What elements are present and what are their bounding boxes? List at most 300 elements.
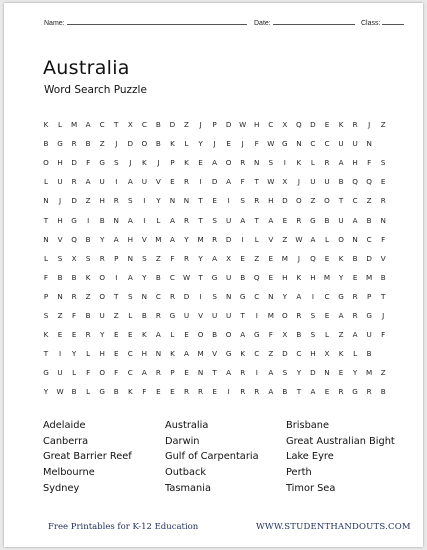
grid-letter[interactable]: S — [113, 158, 119, 168]
grid-letter[interactable]: D — [366, 253, 372, 263]
grid-letter[interactable]: J — [129, 158, 132, 168]
grid-letter[interactable]: R — [254, 196, 260, 206]
grid-letter[interactable]: S — [268, 158, 274, 168]
grid-letter[interactable]: U — [338, 215, 344, 225]
grid-letter[interactable]: X — [282, 330, 288, 340]
grid-letter[interactable]: F — [43, 272, 49, 282]
grid-letter[interactable]: A — [268, 215, 274, 225]
grid-letter[interactable]: S — [212, 215, 217, 225]
grid-letter[interactable]: I — [199, 291, 202, 301]
grid-letter[interactable]: F — [240, 177, 245, 187]
grid-letter[interactable]: G — [71, 215, 77, 225]
grid-letter[interactable]: M — [323, 272, 331, 282]
grid-letter[interactable]: R — [240, 368, 246, 378]
grid-letter[interactable]: U — [338, 139, 344, 149]
grid-letter[interactable]: A — [226, 177, 232, 187]
grid-letter[interactable]: H — [57, 158, 63, 168]
grid-letter[interactable]: V — [141, 234, 147, 244]
name-field[interactable] — [44, 17, 247, 27]
grid-letter[interactable]: O — [141, 139, 148, 149]
grid-letter[interactable]: S — [380, 158, 386, 168]
grid-letter[interactable]: T — [338, 196, 344, 206]
grid-letter[interactable]: Y — [198, 253, 203, 263]
grid-letter[interactable]: K — [141, 330, 147, 340]
grid-letter[interactable]: K — [170, 139, 175, 149]
grid-letter[interactable]: X — [282, 177, 288, 187]
grid-letter[interactable]: T — [296, 387, 302, 397]
grid-letter[interactable]: K — [338, 120, 344, 129]
grid-letter[interactable]: O — [99, 291, 106, 301]
grid-letter[interactable]: A — [338, 311, 344, 320]
grid-letter[interactable]: I — [115, 272, 118, 282]
grid-letter[interactable]: O — [43, 158, 49, 168]
grid-letter[interactable]: G — [310, 215, 316, 225]
grid-letter[interactable]: O — [282, 311, 288, 320]
grid-letter[interactable]: D — [225, 120, 232, 129]
grid-letter[interactable]: B — [296, 330, 302, 340]
grid-letter[interactable]: H — [268, 196, 274, 206]
grid-letter[interactable]: M — [281, 253, 288, 263]
grid-letter[interactable]: T — [254, 215, 259, 225]
grid-letter[interactable]: Z — [57, 311, 63, 320]
grid-letter[interactable]: U — [352, 139, 358, 149]
grid-letter[interactable]: Z — [338, 330, 344, 340]
grid-letter[interactable]: E — [71, 330, 77, 340]
grid-letter[interactable]: F — [142, 387, 147, 397]
grid-letter[interactable]: Z — [85, 196, 91, 206]
grid-letter[interactable]: B — [113, 387, 119, 397]
grid-letter[interactable]: C — [127, 368, 133, 378]
grid-letter[interactable]: Q — [310, 253, 316, 263]
grid-letter[interactable]: D — [127, 139, 134, 149]
grid-letter[interactable]: V — [212, 349, 218, 359]
grid-letter[interactable]: N — [57, 291, 63, 301]
grid-letter[interactable]: B — [85, 311, 91, 320]
grid-letter[interactable]: B — [338, 177, 344, 187]
grid-letter[interactable]: B — [85, 139, 91, 149]
grid-letter[interactable]: E — [156, 387, 161, 397]
grid-letter[interactable]: T — [212, 368, 217, 378]
grid-letter[interactable]: Y — [43, 387, 49, 397]
grid-letter[interactable]: A — [141, 368, 147, 378]
grid-letter[interactable]: H — [310, 349, 316, 359]
grid-letter[interactable]: U — [366, 330, 372, 340]
grid-letter[interactable]: E — [268, 272, 274, 282]
grid-letter[interactable]: A — [268, 387, 274, 397]
grid-letter[interactable]: E — [380, 177, 386, 187]
grid-letter[interactable]: N — [183, 196, 190, 206]
grid-letter[interactable]: D — [71, 158, 77, 168]
grid-letter[interactable]: C — [310, 139, 316, 149]
grid-letter[interactable]: G — [43, 368, 49, 378]
grid-letter[interactable]: A — [268, 368, 274, 378]
grid-letter[interactable]: S — [142, 253, 147, 263]
grid-letter[interactable]: K — [43, 330, 49, 340]
grid-letter[interactable]: R — [71, 139, 77, 149]
grid-letter[interactable]: W — [295, 234, 303, 244]
grid-letter[interactable]: T — [114, 120, 119, 129]
grid-letter[interactable]: O — [225, 158, 232, 168]
grid-letter[interactable]: S — [282, 368, 288, 378]
grid-letter[interactable]: E — [338, 368, 344, 378]
grid-letter[interactable]: E — [170, 387, 175, 397]
grid-letter[interactable]: R — [212, 234, 218, 244]
grid-letter[interactable]: Y — [296, 368, 302, 378]
grid-letter[interactable]: Z — [184, 120, 189, 129]
grid-letter[interactable]: A — [212, 253, 218, 263]
grid-letter[interactable]: S — [212, 291, 217, 301]
grid-letter[interactable]: F — [381, 234, 386, 244]
grid-letter[interactable]: H — [57, 215, 63, 225]
grid-letter[interactable]: N — [366, 139, 372, 149]
grid-letter[interactable]: H — [282, 272, 288, 282]
grid-letter[interactable]: O — [296, 196, 302, 206]
grid-letter[interactable]: R — [352, 291, 358, 301]
grid-letter[interactable]: W — [182, 272, 191, 282]
grid-letter[interactable]: Z — [85, 291, 91, 301]
grid-letter[interactable]: U — [324, 177, 330, 187]
grid-letter[interactable]: F — [86, 158, 91, 168]
grid-letter[interactable]: F — [367, 158, 372, 168]
grid-letter[interactable]: G — [99, 387, 105, 397]
grid-letter[interactable]: C — [169, 272, 175, 282]
grid-letter[interactable]: D — [71, 196, 77, 206]
grid-letter[interactable]: G — [338, 291, 344, 301]
grid-letter[interactable]: D — [183, 291, 190, 301]
grid-letter[interactable]: H — [352, 158, 358, 168]
grid-letter[interactable]: C — [268, 120, 274, 129]
grid-letter[interactable]: M — [366, 272, 373, 282]
grid-letter[interactable]: U — [226, 272, 232, 282]
grid-letter[interactable]: W — [239, 120, 247, 129]
grid-letter[interactable]: G — [253, 330, 260, 340]
grid-letter[interactable]: A — [85, 177, 91, 187]
grid-letter[interactable]: R — [254, 387, 260, 397]
grid-letter[interactable]: J — [297, 177, 300, 187]
grid-letter[interactable]: R — [184, 253, 189, 263]
grid-letter[interactable]: H — [99, 196, 105, 206]
grid-letter[interactable]: I — [58, 349, 62, 359]
grid-letter[interactable]: I — [241, 234, 244, 244]
grid-letter[interactable]: A — [127, 272, 133, 282]
grid-letter[interactable]: Q — [366, 177, 372, 187]
grid-letter[interactable]: C — [254, 349, 260, 359]
grid-letter[interactable]: U — [141, 177, 147, 187]
grid-letter[interactable]: R — [240, 158, 246, 168]
grid-letter[interactable]: M — [197, 234, 204, 244]
grid-letter[interactable]: K — [296, 158, 302, 168]
grid-letter[interactable]: N — [43, 196, 49, 206]
grid-letter[interactable]: J — [213, 139, 216, 149]
grid-letter[interactable]: R — [338, 387, 344, 397]
grid-letter[interactable]: L — [324, 330, 329, 340]
grid-letter[interactable]: W — [267, 177, 275, 187]
grid-letter[interactable]: A — [226, 368, 232, 378]
grid-letter[interactable]: A — [240, 215, 246, 225]
grid-letter[interactable]: L — [254, 234, 259, 244]
grid-letter[interactable]: I — [227, 196, 230, 206]
grid-letter[interactable]: S — [85, 253, 91, 263]
grid-letter[interactable]: U — [310, 177, 316, 187]
grid-letter[interactable]: R — [184, 177, 189, 187]
grid-letter[interactable]: B — [212, 330, 218, 340]
grid-letter[interactable]: A — [296, 291, 302, 301]
grid-letter[interactable]: L — [170, 330, 175, 340]
grid-letter[interactable]: X — [226, 253, 232, 263]
grid-letter[interactable]: G — [366, 311, 372, 320]
grid-letter[interactable]: U — [99, 311, 105, 320]
grid-letter[interactable]: J — [297, 253, 300, 263]
grid-letter[interactable]: I — [227, 387, 230, 397]
grid-letter[interactable]: B — [57, 272, 63, 282]
grid-letter[interactable]: T — [198, 215, 203, 225]
grid-letter[interactable]: O — [338, 234, 344, 244]
grid-letter[interactable]: C — [366, 234, 372, 244]
grid-letter[interactable]: O — [324, 196, 330, 206]
grid-letter[interactable]: A — [169, 234, 175, 244]
date-field[interactable] — [254, 17, 355, 27]
grid-letter[interactable]: T — [43, 215, 49, 225]
grid-letter[interactable]: M — [197, 349, 204, 359]
grid-letter[interactable]: D — [169, 120, 176, 129]
grid-letter[interactable]: S — [310, 311, 316, 320]
grid-letter[interactable]: L — [310, 158, 315, 168]
grid-letter[interactable]: E — [282, 215, 288, 225]
grid-letter[interactable]: E — [128, 330, 133, 340]
grid-letter[interactable]: N — [113, 215, 119, 225]
grid-letter[interactable]: E — [170, 177, 175, 187]
grid-letter[interactable]: R — [240, 387, 246, 397]
grid-letter[interactable]: G — [57, 139, 63, 149]
grid-letter[interactable]: Z — [282, 234, 288, 244]
grid-letter[interactable]: A — [212, 158, 218, 168]
grid-letter[interactable]: I — [87, 215, 90, 225]
grid-letter[interactable]: D — [310, 368, 316, 378]
grid-letter[interactable]: B — [240, 272, 246, 282]
grid-letter[interactable]: B — [141, 311, 147, 320]
grid-letter[interactable]: U — [57, 368, 63, 378]
grid-letter[interactable]: J — [58, 196, 62, 206]
grid-letter[interactable]: R — [155, 311, 161, 320]
grid-letter[interactable]: E — [268, 253, 274, 263]
grid-letter[interactable]: V — [268, 234, 274, 244]
grid-letter[interactable]: Q — [296, 120, 302, 129]
grid-letter[interactable]: E — [324, 120, 330, 129]
grid-letter[interactable]: S — [43, 311, 49, 320]
grid-letter[interactable]: Y — [156, 196, 161, 206]
grid-letter[interactable]: U — [57, 177, 63, 187]
grid-letter[interactable]: A — [127, 177, 133, 187]
grid-letter[interactable]: M — [366, 368, 373, 378]
grid-letter[interactable]: Y — [282, 291, 288, 301]
grid-letter[interactable]: R — [169, 291, 175, 301]
grid-letter[interactable]: E — [113, 330, 119, 340]
grid-letter[interactable]: Z — [380, 120, 386, 129]
grid-letter[interactable]: A — [240, 330, 246, 340]
grid-letter[interactable]: A — [352, 330, 358, 340]
grid-letter[interactable]: R — [155, 368, 161, 378]
grid-letter[interactable]: N — [380, 215, 386, 225]
grid-letter[interactable]: E — [184, 368, 189, 378]
grid-letter[interactable]: L — [353, 349, 358, 359]
grid-letter[interactable]: G — [239, 291, 246, 301]
grid-letter[interactable]: P — [43, 291, 49, 301]
grid-letter[interactable]: T — [198, 272, 203, 282]
grid-letter[interactable]: C — [352, 196, 358, 206]
grid-letter[interactable]: F — [254, 139, 259, 149]
grid-letter[interactable]: Q — [352, 177, 358, 187]
grid-letter[interactable]: B — [324, 215, 330, 225]
grid-letter[interactable]: R — [113, 196, 119, 206]
grid-letter[interactable]: A — [352, 215, 358, 225]
grid-letter[interactable]: Z — [254, 253, 260, 263]
grid-letter[interactable]: A — [310, 387, 316, 397]
grid-letter[interactable]: A — [310, 234, 316, 244]
grid-letter[interactable]: S — [128, 196, 133, 206]
grid-letter[interactable]: B — [71, 272, 77, 282]
grid-letter[interactable]: D — [211, 177, 218, 187]
grid-letter[interactable]: K — [338, 253, 344, 263]
grid-letter[interactable]: Y — [338, 272, 344, 282]
grid-letter[interactable]: E — [324, 387, 330, 397]
grid-letter[interactable]: L — [156, 215, 161, 225]
grid-letter[interactable]: C — [155, 291, 161, 301]
grid-letter[interactable]: L — [43, 177, 48, 187]
grid-letter[interactable]: X — [127, 120, 133, 129]
grid-letter[interactable]: W — [56, 387, 64, 397]
grid-letter[interactable]: M — [267, 311, 274, 320]
grid-letter[interactable]: E — [352, 272, 358, 282]
grid-letter[interactable]: N — [197, 368, 204, 378]
grid-letter[interactable]: L — [86, 349, 91, 359]
grid-letter[interactable]: A — [184, 349, 189, 359]
grid-letter[interactable]: S — [240, 196, 245, 206]
grid-letter[interactable]: R — [352, 120, 358, 129]
grid-letter[interactable]: X — [282, 120, 288, 129]
grid-letter[interactable]: R — [71, 177, 77, 187]
grid-letter[interactable]: K — [170, 349, 175, 359]
grid-letter[interactable]: B — [380, 387, 386, 397]
grid-letter[interactable]: J — [115, 139, 118, 149]
grid-letter[interactable]: R — [352, 311, 358, 320]
grid-letter[interactable]: Z — [155, 253, 161, 263]
grid-letter[interactable]: N — [324, 368, 330, 378]
grid-letter[interactable]: P — [170, 368, 175, 378]
grid-letter[interactable]: N — [296, 139, 302, 149]
footer-website[interactable]: WWW.STUDENTHANDOUTS.COM — [256, 522, 411, 532]
grid-letter[interactable]: P — [212, 120, 217, 129]
grid-letter[interactable]: Q — [71, 234, 77, 244]
grid-letter[interactable]: F — [268, 330, 273, 340]
grid-letter[interactable]: E — [198, 158, 203, 168]
grid-letter[interactable]: E — [212, 387, 217, 397]
grid-letter[interactable]: J — [368, 120, 371, 129]
grid-letter[interactable]: U — [226, 215, 232, 225]
grid-letter[interactable]: S — [128, 291, 133, 301]
grid-letter[interactable]: A — [155, 330, 161, 340]
grid-letter[interactable]: D — [282, 196, 288, 206]
grid-letter[interactable]: A — [85, 120, 91, 129]
grid-letter[interactable]: N — [254, 158, 260, 168]
grid-letter[interactable]: I — [199, 177, 202, 187]
grid-letter[interactable]: A — [113, 234, 119, 244]
grid-letter[interactable]: R — [99, 253, 105, 263]
grid-letter[interactable]: L — [43, 253, 48, 263]
grid-letter[interactable]: G — [352, 387, 358, 397]
grid-letter[interactable]: H — [127, 234, 133, 244]
grid-letter[interactable]: T — [198, 196, 203, 206]
grid-letter[interactable]: C — [99, 120, 105, 129]
grid-letter[interactable]: L — [128, 311, 133, 320]
grid-letter[interactable]: H — [99, 349, 105, 359]
grid-letter[interactable]: H — [310, 272, 316, 282]
grid-letter[interactable]: O — [197, 330, 204, 340]
grid-letter[interactable]: V — [155, 177, 161, 187]
grid-letter[interactable]: S — [57, 253, 63, 263]
grid-letter[interactable]: R — [296, 215, 302, 225]
grid-letter[interactable]: S — [310, 330, 316, 340]
grid-letter[interactable]: P — [114, 253, 119, 263]
grid-letter[interactable]: N — [155, 349, 162, 359]
grid-letter[interactable]: E — [240, 253, 245, 263]
grid-letter[interactable]: J — [157, 158, 160, 168]
grid-letter[interactable]: H — [141, 349, 148, 359]
grid-letter[interactable]: H — [254, 120, 260, 129]
grid-letter[interactable]: Z — [366, 196, 372, 206]
grid-letter[interactable]: Y — [352, 368, 358, 378]
grid-letter[interactable]: I — [255, 311, 258, 320]
grid-letter[interactable]: T — [240, 311, 245, 320]
grid-letter[interactable]: K — [127, 387, 133, 397]
grid-letter[interactable]: C — [141, 120, 147, 129]
grid-letter[interactable]: R — [198, 387, 204, 397]
grid-letter[interactable]: G — [211, 272, 218, 282]
grid-letter[interactable]: W — [267, 139, 275, 149]
grid-letter[interactable]: M — [155, 234, 162, 244]
grid-letter[interactable]: M — [70, 120, 78, 129]
grid-letter[interactable]: O — [225, 330, 232, 340]
grid-letter[interactable]: F — [170, 253, 175, 263]
grid-letter[interactable]: J — [199, 120, 202, 129]
grid-letter[interactable]: L — [184, 139, 189, 149]
grid-letter[interactable]: C — [324, 139, 330, 149]
grid-letter[interactable]: Y — [71, 349, 77, 359]
grid-letter[interactable]: K — [85, 272, 91, 282]
grid-letter[interactable]: N — [352, 234, 358, 244]
grid-letter[interactable]: I — [283, 158, 286, 168]
grid-letter[interactable]: N — [127, 253, 133, 263]
grid-letter[interactable]: K — [141, 158, 147, 168]
grid-letter[interactable]: N — [268, 291, 274, 301]
grid-letter[interactable]: E — [184, 330, 189, 340]
grid-letter[interactable]: B — [366, 215, 372, 225]
grid-letter[interactable]: Z — [99, 139, 105, 149]
grid-letter[interactable]: P — [366, 291, 372, 301]
grid-letter[interactable]: B — [71, 387, 77, 397]
grid-letter[interactable]: V — [380, 253, 386, 263]
grid-letter[interactable]: A — [338, 158, 344, 168]
grid-letter[interactable]: K — [240, 349, 246, 359]
grid-letter[interactable]: P — [170, 158, 175, 168]
grid-letter[interactable]: F — [72, 311, 77, 320]
grid-letter[interactable]: R — [71, 291, 77, 301]
grid-letter[interactable]: I — [143, 196, 146, 206]
grid-letter[interactable]: U — [183, 311, 190, 320]
grid-letter[interactable]: X — [71, 253, 77, 263]
grid-letter[interactable]: T — [43, 349, 49, 359]
grid-letter[interactable]: F — [86, 368, 91, 378]
grid-letter[interactable]: D — [310, 120, 316, 129]
